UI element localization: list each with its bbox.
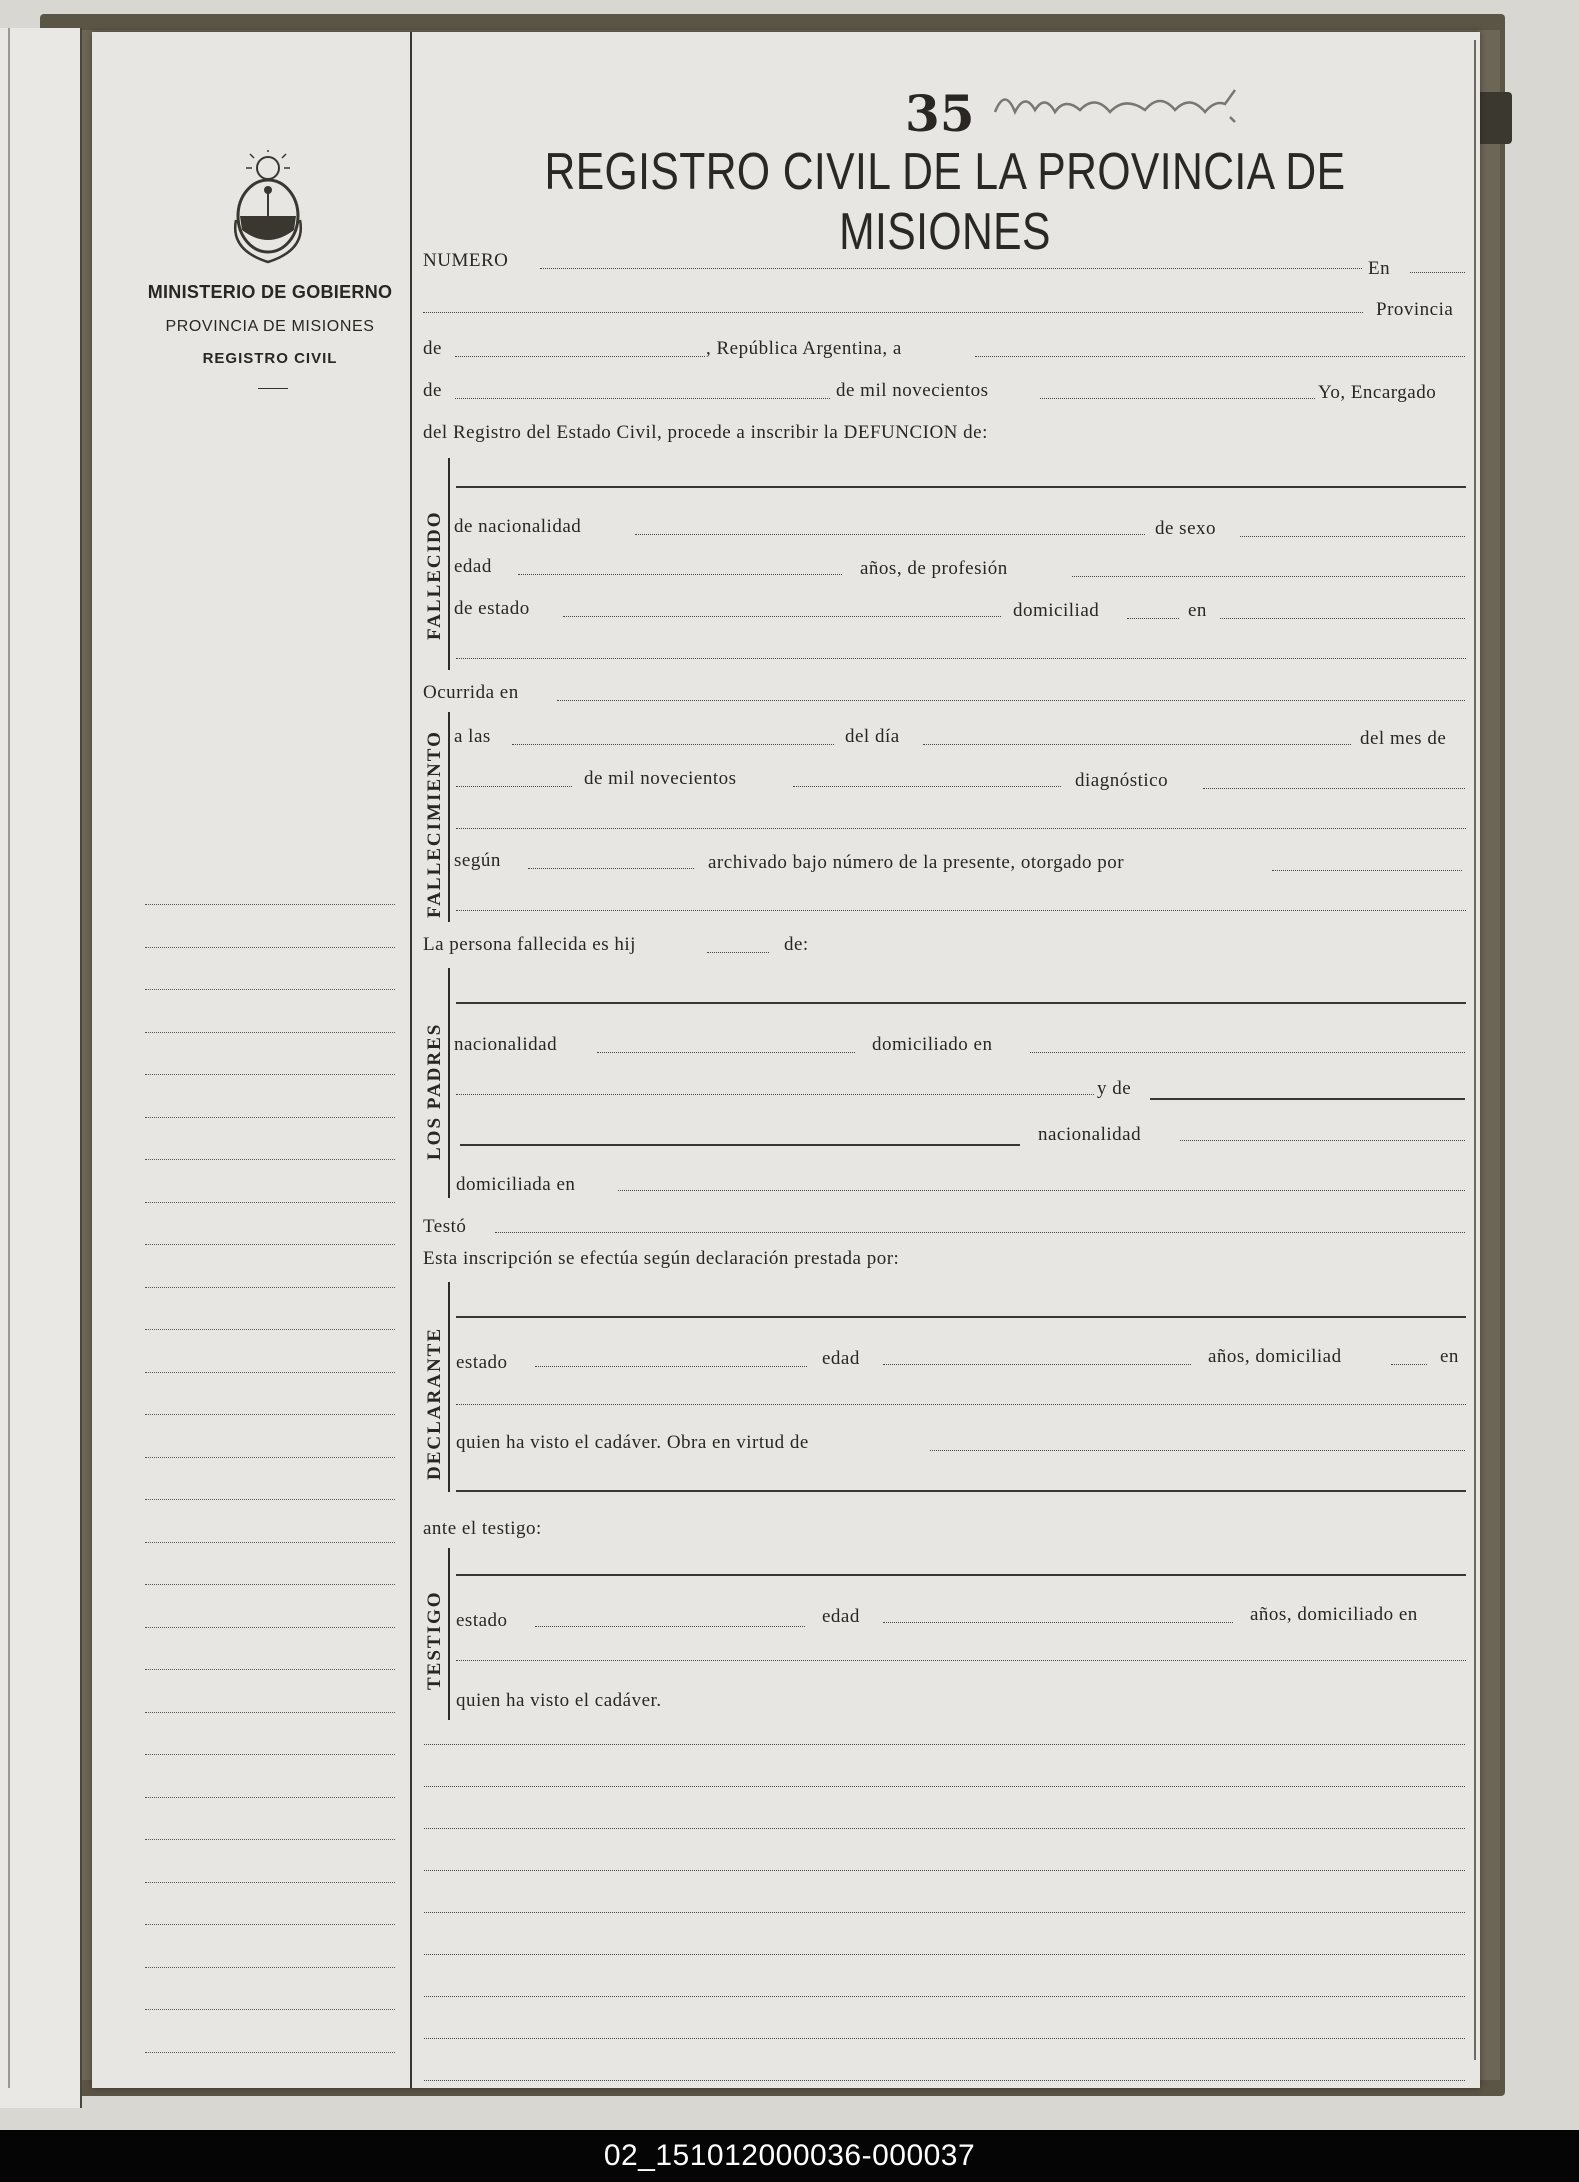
left-ruled-line [145, 1499, 395, 1500]
left-ruled-line [145, 2009, 395, 2010]
line-father-name [456, 1002, 1466, 1004]
label-nacionalidad-padre: nacionalidad [454, 1034, 558, 1055]
handwritten-annotation-icon [985, 82, 1265, 132]
line-nacionalidad-padre [597, 1052, 855, 1053]
section-fallecido: FALLECIDO [424, 510, 445, 640]
bracket-declarante [448, 1282, 450, 1492]
bracket-fallecido [448, 458, 450, 670]
left-ruled-line [145, 1032, 395, 1033]
label-anos-domiciliad: años, domiciliad [1208, 1346, 1342, 1367]
divider [258, 388, 288, 389]
line-domicile-2 [456, 658, 1466, 659]
label-ante-testigo: ante el testigo: [423, 1518, 542, 1539]
section-declarante: DECLARANTE [424, 1326, 445, 1480]
line-year [1040, 398, 1315, 399]
label-en-2: en [1188, 600, 1207, 621]
label-anos-domiciliado: años, domiciliado en [1250, 1604, 1418, 1625]
bottom-ruled-line [424, 1744, 1465, 1745]
section-testigo: TESTIGO [424, 1590, 445, 1690]
line-mother-name-2 [460, 1144, 1020, 1146]
label-estado-declarante: estado [456, 1352, 508, 1373]
label-domiciliado-padre: domiciliado en [872, 1034, 993, 1055]
label-quien-testigo: quien ha visto el cadáver. [456, 1690, 662, 1711]
registry-name: REGISTRO CIVIL [202, 350, 338, 367]
line-father-domicile-2 [456, 1094, 1094, 1095]
label-mil-novecientos-2: de mil novecientos [584, 768, 737, 789]
line-dia [923, 744, 1351, 745]
bottom-ruled-line [424, 1996, 1465, 1997]
label-inscripcion: Esta inscripción se efectúa según declaración prestada por: [423, 1248, 900, 1269]
label-numero: NUMERO [423, 250, 509, 271]
line-nacionalidad-madre [1180, 1140, 1465, 1141]
folio-number: 35 [905, 84, 975, 143]
label-quien-declarante: quien ha visto el cadáver. Obra en virtud de [456, 1432, 809, 1453]
label-estado: de estado [454, 598, 530, 619]
line-year-2 [793, 786, 1061, 787]
left-ruled-line [145, 1882, 395, 1883]
bottom-ruled-line [424, 1828, 1465, 1829]
left-ruled-line [145, 1074, 395, 1075]
label-provincia: Provincia [1376, 299, 1454, 320]
facing-page-edge [8, 28, 10, 2088]
label-domiciliada: domiciliada en [456, 1174, 576, 1195]
left-ruled-line [145, 1202, 395, 1203]
label-del-registro: del Registro del Estado Civil, procede a inscribir la DEFUNCION de: [423, 422, 988, 443]
label-republica: , República Argentina, a [706, 338, 902, 359]
line-diagnostico-2 [456, 828, 1466, 829]
label-hijo-de: de: [784, 934, 809, 955]
bracket-padres [448, 968, 450, 1198]
label-a-las: a las [454, 726, 491, 747]
left-ruled-line [145, 1584, 395, 1585]
line-a-las [512, 744, 834, 745]
bottom-ruled-line [424, 2080, 1465, 2081]
line-nacionalidad [635, 534, 1145, 535]
left-ruled-line [145, 1244, 395, 1245]
left-ruled-line [145, 1967, 395, 1968]
line-diagnostico [1203, 788, 1465, 789]
page-title: REGISTRO CIVIL DE LA PROVINCIA DE MISIONES [544, 143, 1346, 261]
left-ruled-line [145, 1627, 395, 1628]
coat-of-arms-icon [228, 150, 308, 270]
label-de-1: de [423, 338, 442, 359]
line-estado [563, 616, 1001, 617]
left-ruled-line [145, 1287, 395, 1288]
label-de-2: de [423, 380, 442, 401]
facing-page [0, 28, 82, 2108]
line-edad-declarante [883, 1364, 1191, 1365]
label-del-dia: del día [845, 726, 900, 747]
line-declarant-domicile [456, 1404, 1466, 1405]
bottom-ruled-line [424, 1786, 1465, 1787]
line-otorgado-2 [456, 910, 1466, 911]
label-edad: edad [454, 556, 492, 577]
label-ocurrida: Ocurrida en [423, 682, 519, 703]
label-del-mes: del mes de [1360, 728, 1447, 749]
line-sexo [1240, 536, 1465, 537]
label-yo-encargado: Yo, Encargado [1318, 382, 1437, 403]
label-edad-testigo: edad [822, 1606, 860, 1627]
line-mes [456, 786, 572, 787]
label-segun: según [454, 850, 501, 871]
left-ruled-line [145, 1924, 395, 1925]
left-ruled-line [145, 1414, 395, 1415]
line-domiciliado-padre [1030, 1052, 1465, 1053]
label-hijo: La persona fallecida es hij [423, 934, 636, 955]
label-diagnostico: diagnóstico [1075, 770, 1169, 791]
left-ruled-line [145, 904, 395, 905]
line-en [1410, 272, 1465, 273]
line-month [455, 398, 830, 399]
right-rule [1474, 40, 1476, 2060]
line-edad-testigo [883, 1622, 1233, 1623]
ministry-name: MINISTERIO DE GOBIERNO [147, 282, 393, 302]
label-estado-testigo: estado [456, 1610, 508, 1631]
line-domicile [1220, 618, 1465, 619]
line-ocurrida [557, 700, 1465, 701]
label-edad-declarante: edad [822, 1348, 860, 1369]
left-ruled-line [145, 1797, 395, 1798]
line-province [455, 356, 705, 357]
line-domiciliada [618, 1190, 1465, 1191]
bottom-ruled-line [424, 1912, 1465, 1913]
line-obra [930, 1450, 1465, 1451]
margin-rule [410, 32, 412, 2088]
line-obra-2 [456, 1490, 1466, 1492]
line-date [975, 356, 1465, 357]
line-testo [495, 1232, 1465, 1233]
line-segun [528, 868, 694, 869]
label-profesion: años, de profesión [860, 558, 1008, 579]
line-witness-domicile [456, 1660, 1466, 1661]
label-archivado: archivado bajo número de la presente, otorgado por [708, 852, 1125, 873]
line-edad [518, 574, 842, 575]
label-en: En [1368, 258, 1391, 279]
label-domiciliad: domiciliad [1013, 600, 1100, 621]
label-mil-novecientos: de mil novecientos [836, 380, 989, 401]
bracket-testigo [448, 1548, 450, 1720]
left-ruled-line [145, 1329, 395, 1330]
line-place [423, 312, 1363, 313]
line-witness-name [456, 1574, 1466, 1576]
label-nacionalidad-madre: nacionalidad [1038, 1124, 1142, 1145]
section-padres: LOS PADRES [424, 1022, 445, 1160]
left-ruled-line [145, 1542, 395, 1543]
section-fallecimiento: FALLECIMIENTO [424, 730, 445, 918]
left-ruled-line [145, 1669, 395, 1670]
left-ruled-line [145, 947, 395, 948]
line-deceased-name [456, 486, 1466, 488]
left-ruled-line [145, 1117, 395, 1118]
province-name: PROVINCIA DE MISIONES [165, 318, 375, 335]
line-otorgado [1272, 870, 1462, 871]
bottom-ruled-line [424, 1954, 1465, 1955]
image-id: 02_151012000036-000037 [603, 2139, 976, 2172]
label-nacionalidad: de nacionalidad [454, 516, 582, 537]
left-ruled-line [145, 1457, 395, 1458]
label-en-declarante: en [1440, 1346, 1459, 1367]
bottom-ruled-line [424, 2038, 1465, 2039]
line-mother-name [1150, 1098, 1465, 1100]
line-estado-testigo [535, 1626, 805, 1627]
label-testo: Testó [423, 1216, 467, 1237]
line-domiciliad [1127, 618, 1179, 619]
left-ruled-line [145, 1372, 395, 1373]
line-domiciliad-declarante [1391, 1364, 1427, 1365]
line-numero [540, 268, 1362, 269]
label-y-de: y de [1097, 1078, 1132, 1099]
label-sexo: de sexo [1155, 518, 1217, 539]
line-declarant-name [456, 1316, 1466, 1318]
bracket-fallecimiento [448, 712, 450, 922]
line-profesion [1072, 576, 1465, 577]
left-ruled-line [145, 1754, 395, 1755]
left-ruled-line [145, 1712, 395, 1713]
bottom-ruled-line [424, 1870, 1465, 1871]
line-estado-declarante [535, 1366, 807, 1367]
left-ruled-line [145, 989, 395, 990]
left-ruled-line [145, 1839, 395, 1840]
line-hijo [707, 952, 769, 953]
left-ruled-line [145, 2052, 395, 2053]
left-ruled-line [145, 1159, 395, 1160]
